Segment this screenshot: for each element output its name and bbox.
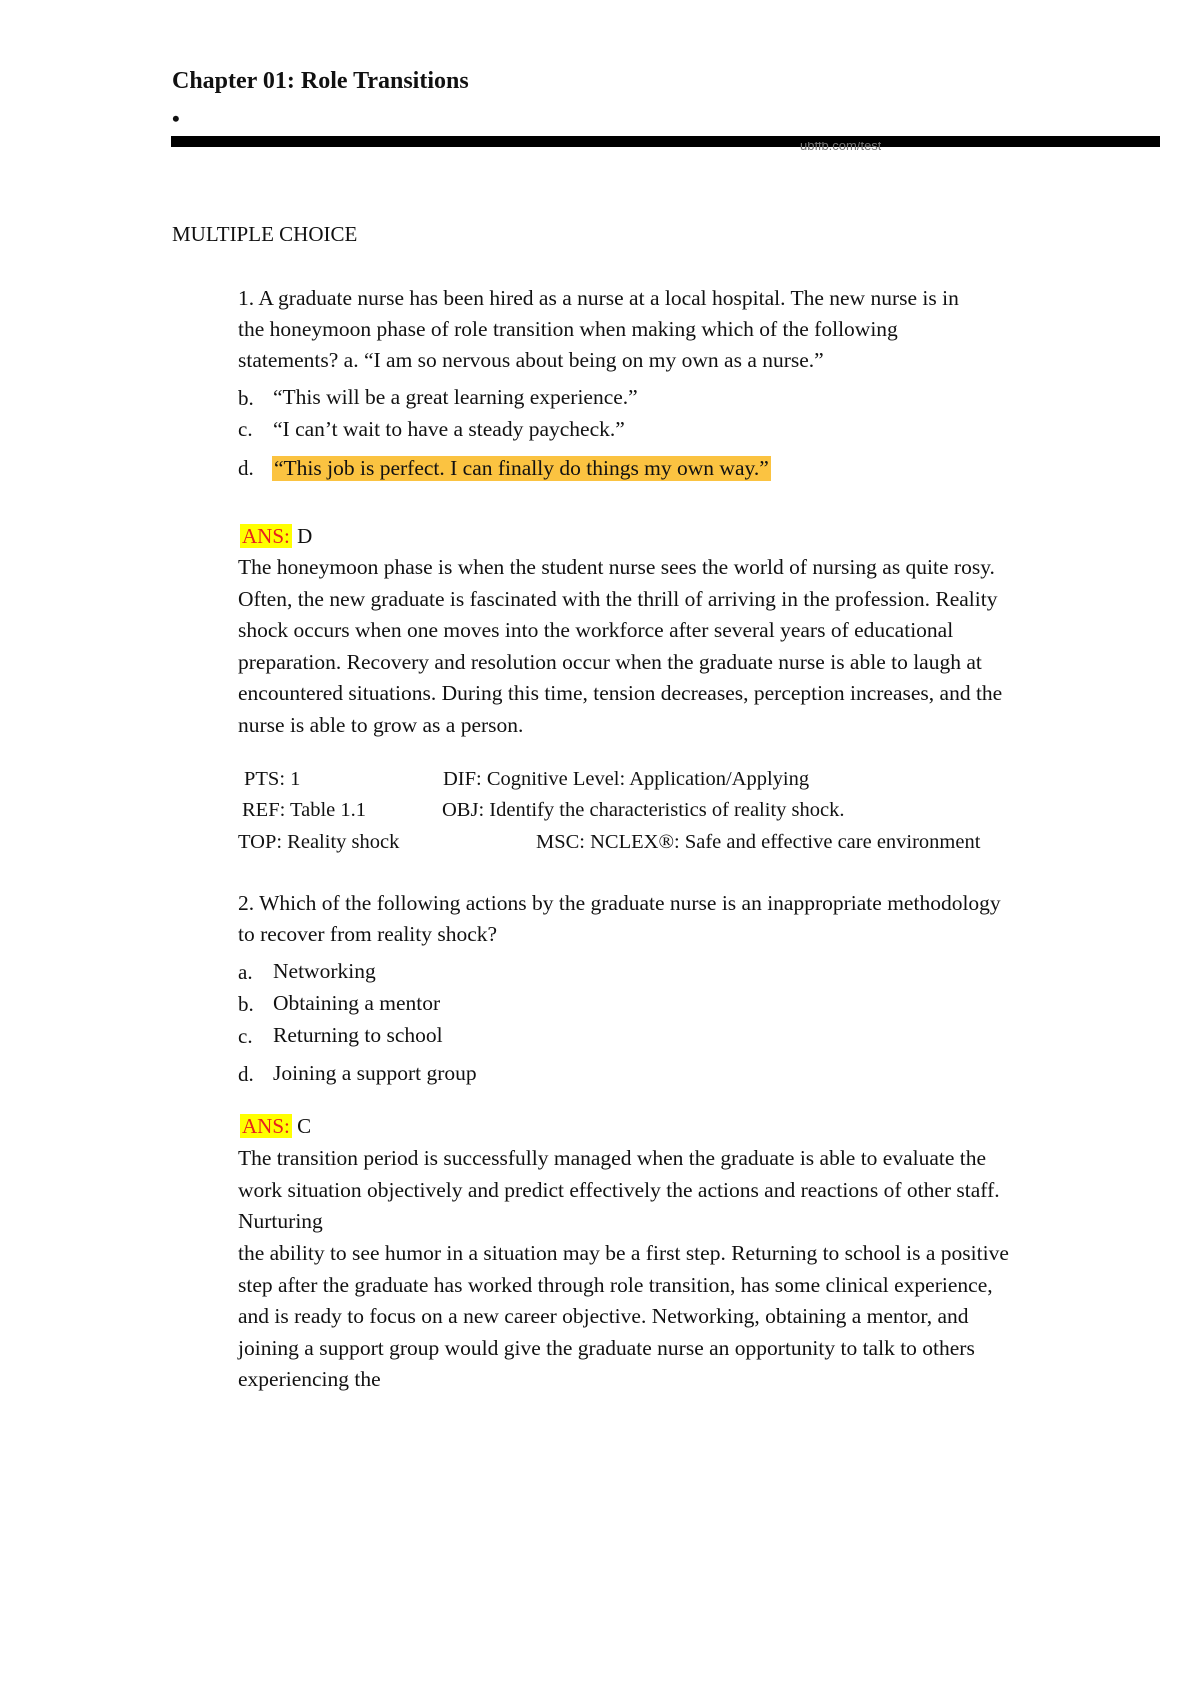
rationale-line: the ability to see humor in a situation may be a first step. Returning to school is a positive xyxy=(238,1241,1009,1265)
meta-dif: DIF: Cognitive Level: Application/Applying xyxy=(443,768,810,790)
option-letter: d. xyxy=(238,1062,254,1086)
answer-line xyxy=(240,1114,311,1139)
rationale-line: preparation. Recovery and resolution occur when the graduate nurse is able to laugh at xyxy=(238,649,982,674)
rationale-line: step after the graduate has worked through role transition, has some clinical experience, xyxy=(238,1272,993,1297)
header-rule xyxy=(171,136,1160,147)
meta-top: TOP: Reality shock xyxy=(238,831,400,853)
rationale-line: The transition period is successfully managed when the graduate is able to evaluate the xyxy=(238,1146,987,1170)
rationale-line: joining a support group would give the graduate nurse an opportunity to talk to others xyxy=(238,1335,975,1360)
meta-obj: OBJ: Identify the characteristics of reality shock. xyxy=(442,799,845,821)
question-stem-line: the honeymoon phase of role transition when making which of the following xyxy=(238,317,898,341)
answer-value: C xyxy=(297,1114,312,1138)
rationale-line: nurse is able to grow as a person. xyxy=(238,712,524,737)
meta-pts: PTS: 1 xyxy=(244,768,301,790)
meta-ref: REF: Table 1.1 xyxy=(242,799,367,821)
option-text[interactable]: “I can’t wait to have a steady paycheck.” xyxy=(273,417,625,441)
question-1-rationale xyxy=(238,552,1002,741)
option-letter: b. xyxy=(238,386,254,410)
answer-value: D xyxy=(297,524,313,548)
option-text[interactable]: Returning to school xyxy=(273,1023,443,1047)
section-heading: MULTIPLE CHOICE xyxy=(172,222,358,246)
option-text[interactable]: Obtaining a mentor xyxy=(273,991,441,1015)
header-bullet: • xyxy=(172,106,180,131)
answer-line xyxy=(240,524,312,549)
option-text[interactable]: Networking xyxy=(273,959,376,983)
option-text[interactable]: Joining a support group xyxy=(273,1061,477,1085)
answer-label: ANS: xyxy=(242,1114,290,1138)
rationale-line: and is ready to focus on a new career objective. Networking, obtaining a mentor, and xyxy=(238,1304,969,1328)
question-2-rationale-part1 xyxy=(238,1143,1000,1238)
meta-msc: MSC: NCLEX®: Safe and effective care environment xyxy=(536,831,981,853)
rule-watermark: ubffb.com/test xyxy=(800,142,882,151)
option-text-highlighted[interactable]: “This job is perfect. I can finally do things my own way.” xyxy=(274,456,769,480)
question-2-rationale-part2 xyxy=(238,1238,1009,1396)
chapter-title: Chapter 01: Role Transitions xyxy=(172,68,469,94)
question-1-stem xyxy=(238,283,959,376)
question-stem-line: statements? a. “I am so nervous about being on my own as a nurse.” xyxy=(238,348,824,372)
option-letter: c. xyxy=(238,1024,253,1048)
option-letter: c. xyxy=(238,417,253,441)
rationale-line: Often, the new graduate is fascinated with the thrill of arriving in the profession. Reality xyxy=(238,586,998,611)
question-stem-line: 2. Which of the following actions by the graduate nurse is an inappropriate methodology xyxy=(238,891,1001,915)
option-text[interactable]: “This will be a great learning experience.” xyxy=(273,385,638,409)
rationale-line: experiencing the xyxy=(238,1367,381,1391)
rationale-line: work situation objectively and predict effectively the actions and reactions of other staff. xyxy=(238,1177,1000,1202)
rationale-line: encountered situations. During this time, tension decreases, perception increases, and the xyxy=(238,681,1003,705)
question-stem-line: to recover from reality shock? xyxy=(238,922,498,946)
question-2-stem xyxy=(238,888,1001,950)
rationale-line: Nurturing xyxy=(238,1209,323,1233)
rationale-line: The honeymoon phase is when the student nurse sees the world of nursing as quite rosy. xyxy=(238,555,995,579)
option-letter: d. xyxy=(238,456,254,480)
answer-label: ANS: xyxy=(242,524,290,548)
option-letter: b. xyxy=(238,992,254,1016)
question-stem-line: 1. A graduate nurse has been hired as a nurse at a local hospital. The new nurse is in xyxy=(238,286,959,310)
rationale-line: shock occurs when one moves into the workforce after several years of educational xyxy=(238,618,954,642)
option-letter: a. xyxy=(238,960,253,984)
